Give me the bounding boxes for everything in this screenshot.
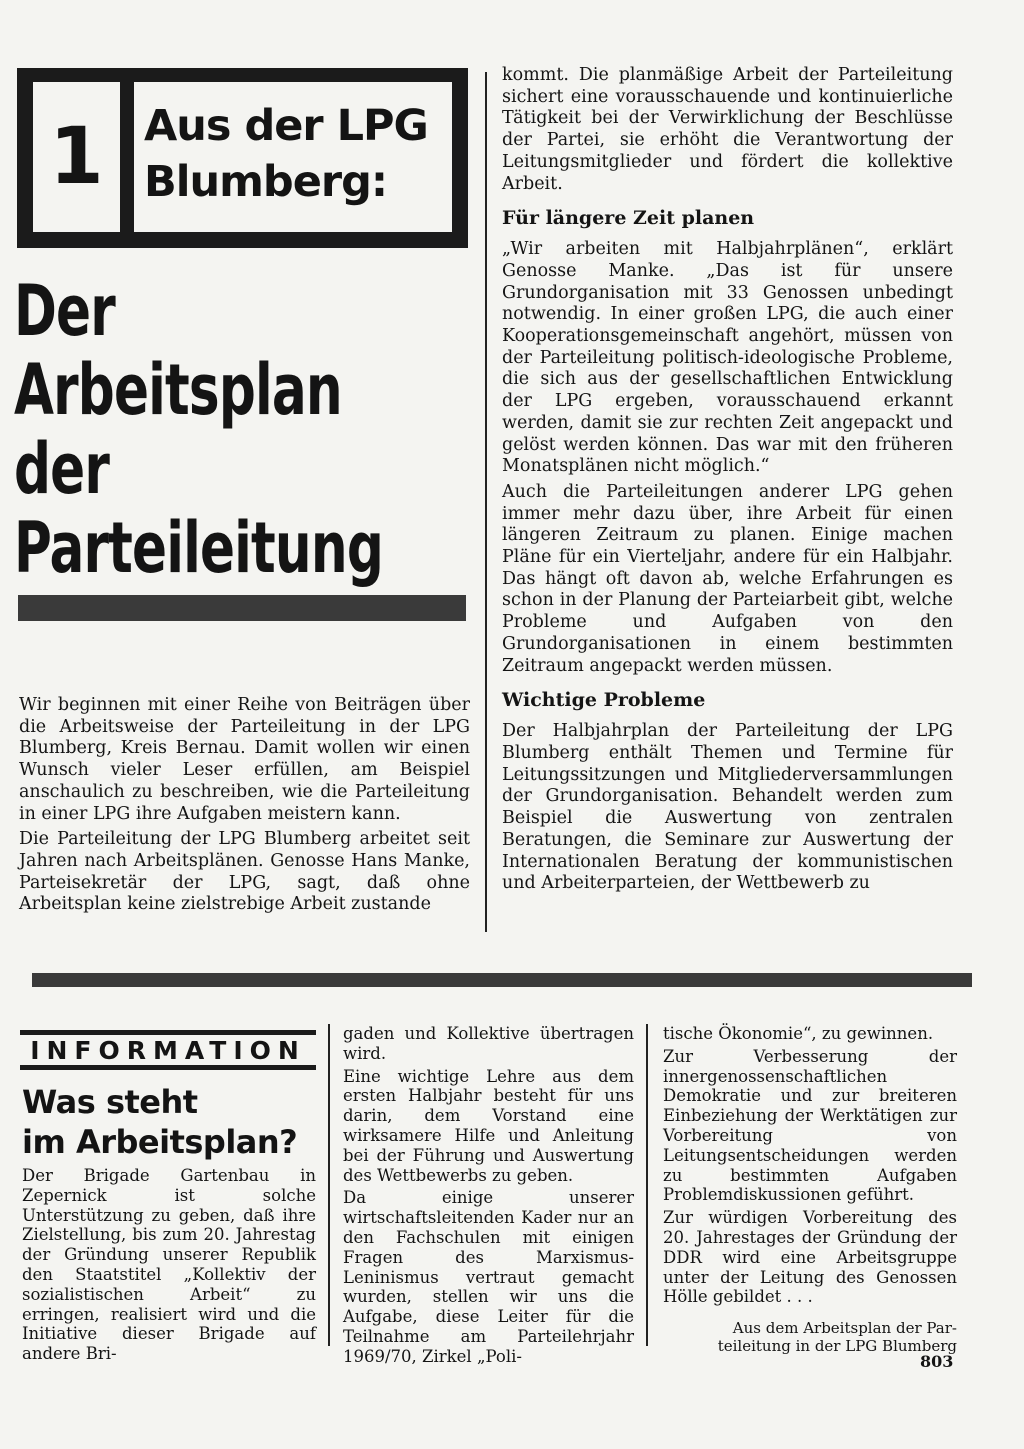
subheading-problems: Wichtige Probleme — [502, 689, 706, 712]
source-line: teileitung in der LPG Blumberg — [717, 1337, 957, 1356]
information-title-line2: im Arbeitsplan? — [22, 1123, 298, 1161]
info-column-2 — [343, 1024, 634, 1367]
right-column — [502, 65, 953, 895]
information-label: INFORMATION — [20, 1030, 316, 1070]
info-paragraph: gaden und Kollektive übertragen wird. — [343, 1024, 634, 1063]
info-paragraph: Eine wichtige Lehre aus dem ersten Halbjahr besteht für uns darin, dem Vorstand eine wirksamere Hilfe und Anleitung bei der Führung und Auswertung des Wettbewerbs zu geben. — [343, 1066, 634, 1185]
title-rule — [18, 595, 466, 621]
info-paragraph: Zur würdigen Vorbereitung des 20. Jahrestages der Gründung der DDR wird eine Arbeitsgruppe unter der Leitung des Genossen Hölle gebildet . . . — [663, 1208, 957, 1307]
info-column-1 — [22, 1166, 316, 1364]
source-line: Aus dem Arbeitsplan der Par- — [732, 1319, 957, 1338]
column-divider — [328, 1024, 330, 1346]
body-paragraph: Auch die Parteileitungen anderer LPG gehen immer mehr dazu über, ihre Arbeit für einen längeren Zeitraum zu planen. Einige machen Pläne für ein Vierteljahr, andere für ein Halbjahr. Das hängt oft davon ab, welche Erfahrungen es schon in der Planung der Parteiarbeit gibt, welche Probleme und Aufgaben von den Grundorganisationen in einem bestimmten Zeitraum angepackt werden müssen. — [502, 481, 953, 676]
info-paragraph: tische Ökonomie“, zu gewinnen. — [663, 1024, 934, 1043]
info-paragraph: Da einige unserer wirtschaftsleitenden Kader nur an den Fachschulen mit einigen Fragen des Marxismus-Leninismus vertraut gemacht wurden, stellen wir uns die Aufgabe, diese Leiter für die Teilnahme am Parteilehrjahr 1969/70, Zirkel „Poli- — [343, 1188, 634, 1366]
intro-column — [19, 695, 470, 916]
section-title-line2: Blumberg: — [144, 157, 388, 207]
information-title-line1: Was steht — [22, 1083, 198, 1121]
source-note — [663, 1319, 957, 1355]
page-number: 803 — [920, 1352, 954, 1371]
body-paragraph: „Wir arbeiten mit Halbjahrplänen“, erklärt Genosse Manke. „Das ist für unsere Grundorganisation mit 33 Genossen unbedingt notwendig. In einer großen LPG, die auch einer Kooperationsgemeinschaft angehört, müssen von der Parteileitung politisch-ideologische Probleme, die sich aus der gesellschaftlichen Entwicklung der LPG ergeben, vorausschauend erkannt werden, damit sie zur rechten Zeit angepackt und gelöst werden können. Das war mit den früheren Monatsplänen nicht möglich.“ — [502, 239, 953, 477]
info-paragraph: Zur Verbesserung der innergenossenschaftlichen Demokratie und zur breiteren Einbeziehung der Werktätigen zur Vorbereitung von Leitungsentscheidungen werden zu bestimmten Aufgaben Problemdiskussionen geführt. — [663, 1046, 957, 1205]
continuation-paragraph: kommt. Die planmäßige Arbeit der Parteileitung sichert eine vorausschauende und kontinuierliche Tätigkeit bei der Verwirklichung der Beschlüsse der Partei, sie erhöht die Verantwortung der Leitungsmitglieder und fördert die kollektive Arbeit. — [502, 65, 953, 194]
article-title-line: der — [14, 428, 110, 510]
intro-paragraph: Wir beginnen mit einer Reihe von Beiträgen über die Arbeitsweise der Parteileitung in der LPG Blumberg, Kreis Bernau. Damit wollen wir einen Wunsch vieler Leser erfüllen, am Beispiel anschaulich zu beschreiben, wie die Parteileitung in einer LPG ihre Aufgaben meistern kann. — [19, 695, 470, 824]
section-separator — [32, 973, 972, 987]
body-paragraph: Der Halbjahrplan der Parteileitung der LPG Blumberg enthält Themen und Termine für Leitungssitzungen und Mitgliederversammlungen der Grundorganisation. Behandelt werden zum Beispiel die Auswertung von zentralen Beratungen, die Seminare zur Auswertung der Internationalen Beratung der kommunistischen und Arbeiterparteien, der Wettbewerb zu — [502, 721, 953, 894]
header-box-divider — [120, 82, 134, 232]
article-title-line: Parteileitung — [14, 507, 383, 589]
info-paragraph: Der Brigade Gartenbau in Zepernick ist solche Unterstützung zu geben, daß ihre Zielstellung, bis zum 20. Jahrestag der Gründung unserer Republik den Staatstitel „Kollektiv der sozialistischen Arbeit“ zu erringen, realisiert wird und die Initiative dieser Brigade auf andere Bri- — [22, 1166, 316, 1364]
intro-paragraph: Die Parteileitung der LPG Blumberg arbeitet seit Jahren nach Arbeitsplänen. Genosse Hans Manke, Parteisekretär der LPG, sagt, daß ohne Arbeitsplan keine zielstrebige Arbeit zustande — [19, 829, 470, 915]
section-title-line1: Aus der LPG — [144, 101, 428, 151]
subheading-planning: Für längere Zeit planen — [502, 207, 755, 230]
article-title — [14, 272, 383, 588]
article-title-line: Der — [14, 270, 115, 352]
information-title — [22, 1082, 322, 1162]
column-divider — [485, 72, 487, 932]
info-column-3 — [663, 1024, 957, 1355]
section-number: 1 — [49, 112, 104, 202]
article-title-line: Arbeitsplan — [14, 349, 342, 431]
section-title — [144, 98, 444, 210]
column-divider — [646, 1024, 648, 1346]
